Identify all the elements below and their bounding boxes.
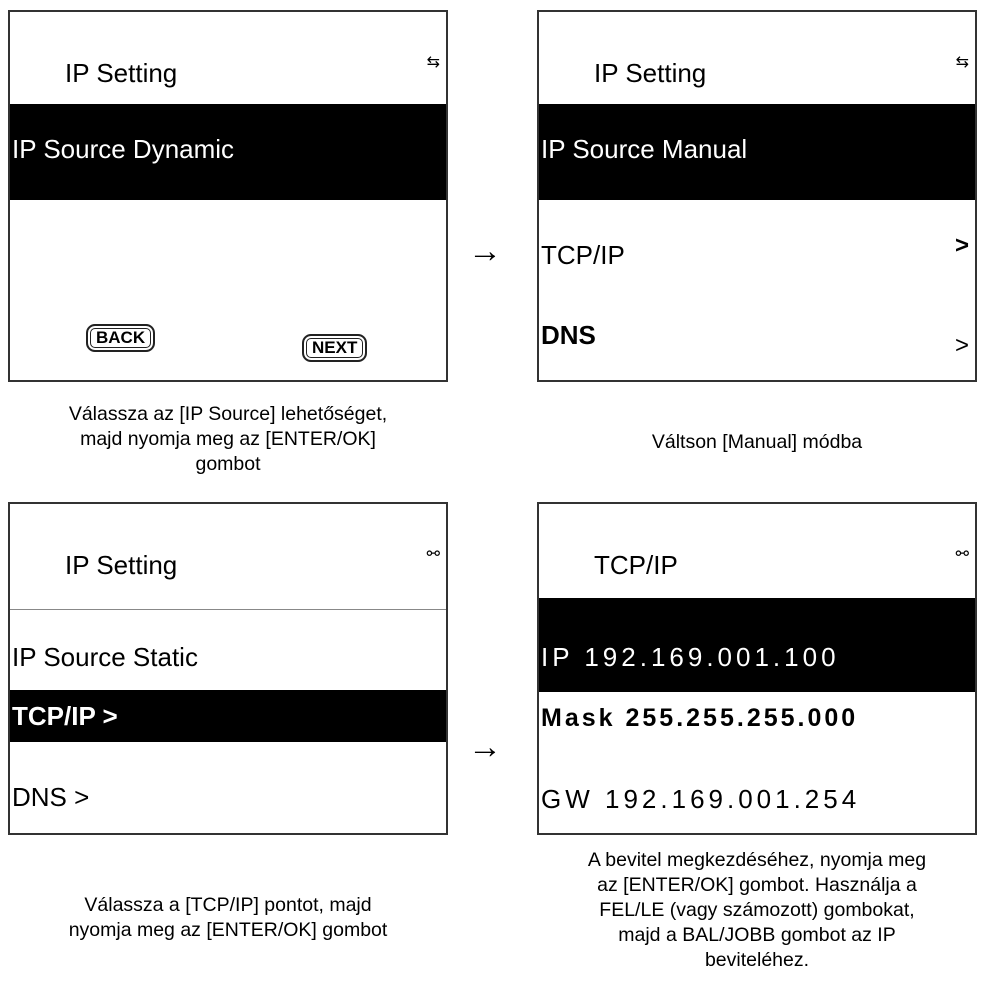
screen-ip-setting-manual: [537, 10, 977, 382]
network-icon: ⇆: [426, 54, 440, 71]
screen-title: IP Setting: [65, 58, 178, 88]
field-ip[interactable]: IP 192.169.001.100: [539, 598, 975, 692]
next-button[interactable]: NEXT: [302, 334, 367, 362]
menu-row-tcpip[interactable]: TCP/IP >: [541, 232, 969, 270]
menu-row-ip-source[interactable]: IP Source Static: [10, 609, 446, 702]
network-icon: ⇆: [955, 54, 969, 71]
menu-row-dns[interactable]: DNS >: [12, 782, 90, 812]
caption-panel-4: A bevitel megkezdéséhez, nyomja meg az [ENTER/OK] gombot. Használja a FEL/LE (vagy számozott) gombokat, majd a BAL/JOBB gombot az IP beviteléhez.: [587, 849, 927, 971]
wired-link-icon: ⚯: [426, 546, 440, 563]
menu-row-dns[interactable]: DNS >: [541, 320, 969, 359]
screen-title: IP Setting: [594, 58, 707, 88]
caption-panel-1: Válassza az [IP Source] lehetőséget, majd nyomja meg az [ENTER/OK] gombot: [68, 403, 388, 475]
caption-panel-2: Váltson [Manual] módba: [651, 431, 863, 453]
chevron-right-icon: >: [954, 232, 969, 259]
wired-link-icon: ⚯: [955, 546, 969, 563]
menu-row-tcpip[interactable]: TCP/IP >: [10, 690, 446, 742]
caption-panel-3: Válassza a [TCP/IP] pontot, majd nyomja meg az [ENTER/OK] gombot: [68, 894, 388, 941]
field-mask[interactable]: Mask 255.255.255.000: [541, 704, 859, 732]
field-gw[interactable]: GW 192.169.001.254: [541, 784, 861, 814]
chevron-right-icon: >: [954, 332, 969, 359]
flow-arrow: →: [468, 232, 502, 270]
screen-tcpip: [537, 502, 977, 835]
screen-ip-setting-static: [8, 502, 448, 835]
screen-ip-setting-dynamic: [8, 10, 448, 382]
flow-arrow: →: [468, 728, 502, 766]
menu-row-ip-source[interactable]: IP Source Dynamic: [10, 104, 446, 200]
screen-title: IP Setting: [65, 550, 178, 580]
back-button[interactable]: BACK: [86, 324, 155, 352]
menu-row-ip-source[interactable]: IP Source Manual: [539, 104, 975, 200]
screen-title: TCP/IP: [594, 550, 678, 580]
